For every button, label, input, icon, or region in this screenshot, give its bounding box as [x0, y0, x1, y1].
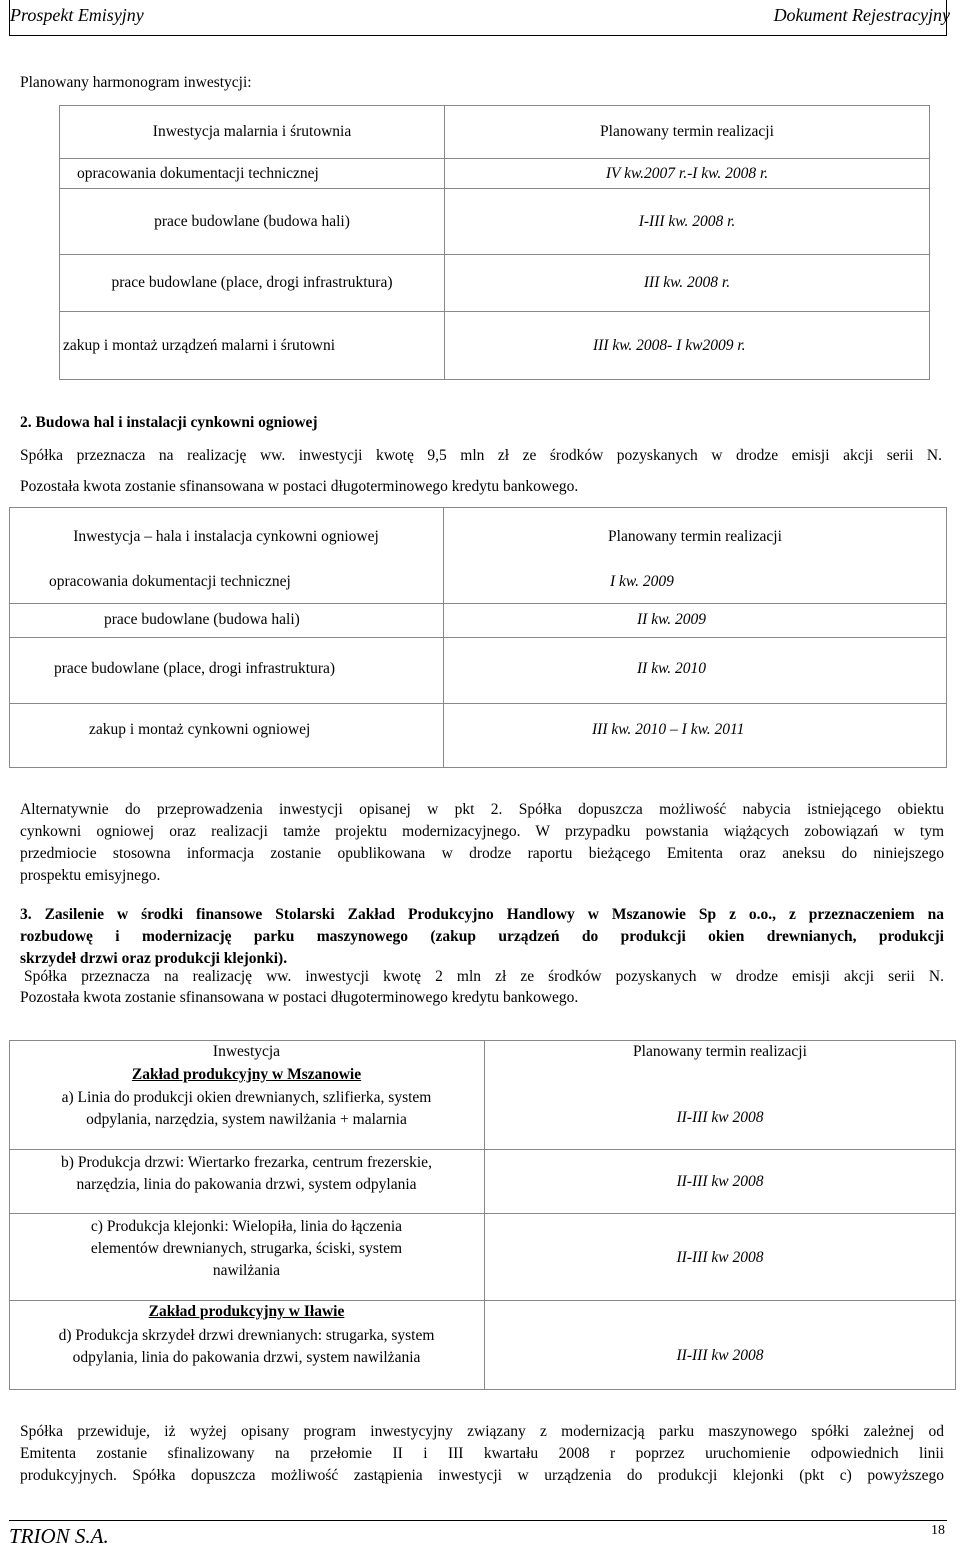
table-row-task: opracowania dokumentacji technicznej — [49, 573, 291, 590]
section-2-text-line: Pozostała kwota zostanie sfinansowana w postaci długoterminowego kredytu bankowego. — [20, 478, 579, 495]
table-row-term: I kw. 2009 — [610, 573, 674, 590]
table-header-cell: Planowany termin realizacji — [445, 106, 930, 159]
table-header-cell: Inwestycja — [212, 1043, 281, 1060]
table-row-term: II-III kw 2008 — [676, 1249, 764, 1266]
table-row-term: II-III kw 2008 — [676, 1347, 764, 1364]
table-row-task: d) Produkcja skrzydeł drzwi drewnianych: strugarka, system odpylania, linia do pakowania drzwi, system nawilżania — [58, 1327, 435, 1366]
table-row-term: I-III kw. 2008 r. — [445, 189, 930, 255]
table-row-task: opracowania dokumentacji technicznej — [60, 159, 445, 189]
table-row-task: a) Linia do produkcji okien drewnianych, szlifierka, system odpylania, narzędzia, system nawilżania + malarnia — [61, 1089, 432, 1128]
table-row-term: IV kw.2007 r.-I kw. 2008 r. — [445, 159, 930, 189]
table-row-term: II kw. 2010 — [637, 660, 707, 677]
section-3-title: 3. Zasilenie w środki finansowe Stolarski Zakład Produkcyjno Handlowy w Mszanowie Sp z o.o., z przeznaczeniem na rozbudowę i modernizację parku maszynowego (zakup urządzeń do produkcji okien drewnianych, produkcji skrzydeł drzwi oraz produkcji klejonki). — [20, 906, 944, 967]
section-2-title: 2. Budowa hal i instalacji cynkowni ogniowej — [20, 414, 318, 431]
alternative-paragraph: Alternatywnie do przeprowadzenia inwestycji opisanej w pkt 2. Spółka dopuszcza możliwość nabycia istniejącego obiektu cynkowni ogniowej oraz realizacji tamże projektu modernizacyjnego. W przypadku powstania wiążących zobowiązań w tym przedmiocie stosowna informacja zostanie opublikowana w drodze raportu bieżącego Emitenta oraz aneksu do niniejszego prospektu emisyjnego. — [20, 801, 944, 884]
table-header-cell: Inwestycja malarnia i śrutownia — [60, 106, 445, 159]
table-row-task: prace budowlane (place, drogi infrastruktura) — [54, 660, 336, 677]
table-row-term: III kw. 2010 – I kw. 2011 — [592, 721, 745, 738]
table-row-task: b) Produkcja drzwi: Wiertarko frezarka, centrum frezerskie, narzędzia, linia do pakowania drzwi, system odpylania — [61, 1154, 432, 1193]
schedule-intro: Planowany harmonogram inwestycji: — [20, 74, 252, 91]
table-row-term: III kw. 2008- I kw2009 r. — [445, 312, 930, 380]
table-row-term: II kw. 2009 — [637, 611, 707, 628]
footer-company: TRION S.A. — [9, 1524, 109, 1548]
table-row-term: II-III kw 2008 — [676, 1173, 764, 1190]
plant-heading: Zakład produkcyjny w Mszanowie — [131, 1066, 362, 1083]
plant-heading: Zakład produkcyjny w Iławie — [148, 1303, 345, 1320]
header-title-right: Dokument Rejestracyjny — [773, 5, 950, 25]
table-row-term: III kw. 2008 r. — [445, 255, 930, 312]
table-row-task: zakup i montaż cynkowni ogniowej — [89, 721, 311, 738]
header-title-left: Prospekt Emisyjny — [10, 5, 144, 25]
section-3-text-line: Pozostała kwota zostanie sfinansowana w postaci długoterminowego kredytu bankowego. — [20, 989, 579, 1006]
table-row-task: prace budowlane (place, drogi infrastruktura) — [60, 255, 445, 312]
table-malarnia — [59, 105, 930, 380]
page-number: 18 — [931, 1523, 945, 1538]
table-row-task: zakup i montaż urządzeń malarni i śrutowni — [60, 312, 445, 380]
table-row-task: prace budowlane (budowa hali) — [104, 611, 300, 628]
section-2-text-line: Spółka przeznacza na realizację ww. inwestycji kwotę 9,5 mln zł ze środków pozyskanych w drodze emisji akcji serii N. — [20, 447, 942, 464]
table-header-cell: Inwestycja – hala i instalacja cynkowni ogniowej — [73, 527, 379, 545]
final-paragraph: Spółka przewiduje, iż wyżej opisany program inwestycyjny związany z modernizacją parku maszynowego spółki zależnej od Emitenta zostanie sfinalizowany na przełomie II i III kwartału 2008 r poprzez uruchomienie odpowiednich linii produkcyjnych. Spółka dopuszcza możliwość zastąpienia inwestycji w urządzenia do produkcji klejonki (pkt c) powyższego — [20, 1423, 944, 1484]
table-row-task: prace budowlane (budowa hali) — [60, 189, 445, 255]
table-row-task: c) Produkcja klejonki: Wielopiła, linia do łączenia elementów drewnianych, strugarka, ściski, system nawilżania — [90, 1218, 403, 1279]
table-header-cell: Planowany termin realizacji — [608, 527, 782, 545]
page-footer — [9, 1520, 947, 1554]
table-row-term: II-III kw 2008 — [676, 1109, 764, 1126]
section-3-text-line: Spółka przeznacza na realizację ww. inwestycji kwotę 2 mln zł ze środków pozyskanych w drodze emisji akcji serii N. — [24, 968, 944, 985]
table-header-cell: Planowany termin realizacji — [633, 1043, 807, 1060]
